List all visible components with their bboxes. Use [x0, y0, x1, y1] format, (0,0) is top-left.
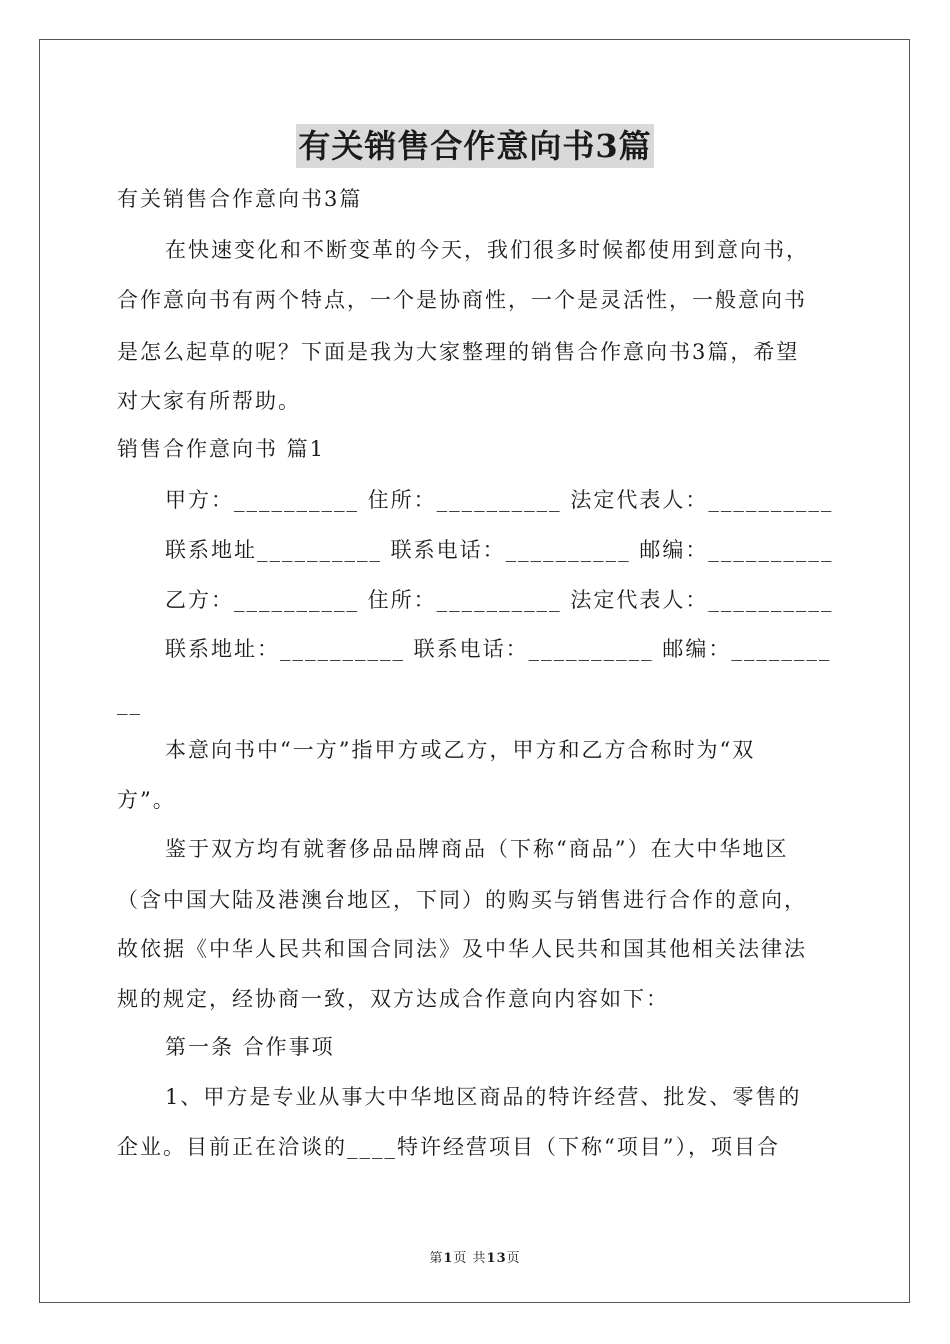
paragraph-line: 方”。	[117, 788, 176, 812]
footer-page-suffix: 页	[506, 1251, 521, 1266]
page-footer	[0, 1247, 950, 1266]
paragraph-line: （含中国大陆及港澳台地区，下同）的购买与销售进行合作的意向，	[117, 888, 807, 912]
paragraph-line: 是怎么起草的呢？下面是我为大家整理的销售合作意向书3篇，希望	[117, 340, 800, 364]
title-container	[0, 124, 950, 168]
paragraph-line: 合作意向书有两个特点，一个是协商性，一个是灵活性，一般意向书	[117, 288, 807, 312]
document-title: 有关销售合作意向书3篇	[296, 124, 653, 168]
paragraph-line: 本意向书中“一方”指甲方或乙方，甲方和乙方合称时为“双	[165, 738, 756, 762]
footer-page-mid: 页 共	[453, 1251, 487, 1266]
party-b-line: 乙方：__________ 住所：__________ 法定代表人：__________	[165, 588, 834, 612]
paragraph-line: 1、甲方是专业从事大中华地区商品的特许经营、批发、零售的	[165, 1085, 802, 1109]
paragraph-line: 在快速变化和不断变革的今天，我们很多时候都使用到意向书，	[165, 238, 809, 262]
party-a-contact-line: 联系地址__________ 联系电话：__________ 邮编：__________	[165, 538, 834, 562]
footer-page-number: 1	[443, 1251, 454, 1266]
paragraph-line: 鉴于双方均有就奢侈品品牌商品（下称“商品”）在大中华地区	[165, 837, 789, 861]
party-b-contact-line: 联系地址：__________ 联系电话：__________ 邮编：________	[165, 637, 832, 661]
blank-continuation: __	[117, 691, 142, 715]
article-heading: 第一条 合作事项	[165, 1035, 335, 1059]
page-border	[39, 39, 910, 1303]
footer-page-prefix: 第	[429, 1251, 444, 1266]
paragraph-line: 规的规定，经协商一致，双方达成合作意向内容如下：	[117, 987, 669, 1011]
party-a-line: 甲方：__________ 住所：__________ 法定代表人：__________	[165, 488, 834, 512]
paragraph-line: 故依据《中华人民共和国合同法》及中华人民共和国其他相关法律法	[117, 937, 807, 961]
paragraph-line: 对大家有所帮助。	[117, 389, 301, 413]
subtitle: 有关销售合作意向书3篇	[117, 187, 363, 211]
footer-total-pages: 13	[486, 1251, 507, 1266]
section-heading: 销售合作意向书 篇1	[117, 437, 326, 461]
paragraph-line: 企业。目前正在洽谈的____特许经营项目（下称“项目”），项目合	[117, 1135, 780, 1159]
